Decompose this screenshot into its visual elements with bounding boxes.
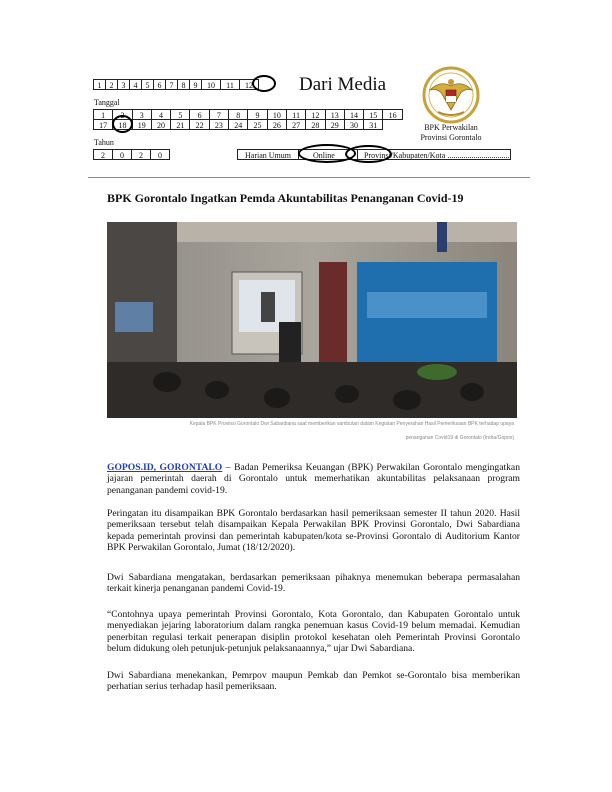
day-row2-cell: 18	[112, 119, 132, 130]
month-grid-cell: 1	[93, 79, 106, 90]
day-row2-cell: 27	[286, 119, 306, 130]
day-row1-cell: 10	[267, 109, 287, 120]
year-grid-cell: 2	[93, 149, 113, 160]
day-row1-cell: 1	[93, 109, 113, 120]
day-row2-cell: 30	[344, 119, 364, 130]
day-row2-cell: 31	[363, 119, 383, 130]
day-18-circle	[112, 115, 133, 133]
day-row1-cell: 14	[344, 109, 364, 120]
source-link[interactable]: GOPOS.ID, GORONTALO	[107, 462, 223, 473]
logo-line1: BPK Perwakilan	[424, 123, 478, 132]
month-grid-cell: 2	[105, 79, 118, 90]
year-grid-cell: 2	[131, 149, 151, 160]
month-grid	[94, 79, 259, 90]
day-row2-cell: 22	[189, 119, 209, 130]
tahun-label: Tahun	[94, 138, 114, 147]
photo-caption-line1: Kepala BPK Provinsi Gorontalo Dwi Sabardiana saat memberikan sambutan dalam Kegiatan Penyerahan Hasil Pemeriksaan BPK terhadap upaya	[189, 421, 514, 427]
bpk-garuda-logo-icon	[420, 66, 482, 124]
day-row2-cell: 24	[228, 119, 248, 130]
month-grid-cell: 7	[165, 79, 178, 90]
day-row1-cell: 2	[112, 109, 132, 120]
media-harian-umum: Harian Umum	[237, 149, 299, 160]
photo-caption-line2: penanganan Covid19 di Gorontalo (Indra/Gopos)	[405, 435, 514, 441]
day-grid-row2	[94, 119, 383, 130]
day-row2-cell: 17	[93, 119, 113, 130]
day-row1-cell: 9	[247, 109, 267, 120]
article-headline: BPK Gorontalo Ingatkan Pemda Akuntabilitas Penanganan Covid-19	[107, 191, 464, 205]
day-row2-cell: 26	[267, 119, 287, 130]
paragraph-1	[107, 462, 520, 496]
day-row1-cell: 6	[189, 109, 209, 120]
article-photo	[107, 222, 517, 418]
year-grid-cell: 0	[112, 149, 132, 160]
tanggal-label: Tanggal	[94, 98, 120, 107]
day-row2-cell: 20	[151, 119, 171, 130]
logo-label	[418, 123, 484, 143]
day-row1-cell: 4	[151, 109, 171, 120]
day-row1-cell: 3	[132, 109, 152, 120]
month-grid-cell: 4	[129, 79, 142, 90]
day-row1-cell: 11	[286, 109, 306, 120]
paragraph-3: Dwi Sabardiana mengatakan, berdasarkan pemeriksaan pihaknya menemukan beberapa permasalahan terkait kinerja penanganan pandemi Covid-19.	[107, 572, 520, 595]
paragraph-4: “Contohnya upaya pemerintah Provinsi Gorontalo, Kota Gorontalo, dan Kabupaten Gorontalo untuk menyediakan jejaring laboratorium dalam rangka penemuan kasus Covid-19 belum memadai. Kemudian penerbitan regulasi terkait penerapan disiplin protokol kesehatan oleh Pemerintah Provinsi Gorontalo belum didukung oleh petunjuk-petunjuk pelaksanaannya,” ujar Dwi Sabardiana.	[107, 609, 520, 654]
day-row1-cell: 12	[305, 109, 325, 120]
month-grid-cell: 10	[201, 79, 221, 90]
header-divider	[88, 177, 530, 178]
month-grid-cell: 3	[117, 79, 130, 90]
month-grid-cell: 11	[220, 79, 240, 90]
paragraph-2: Peringatan itu disampaikan BPK Gorontalo berdasarkan hasil pemeriksaan semester II tahun 2020. Hasil pemeriksaan tersebut telah disampaikan Kepala Perwakilan BPK Provinsi Gorontalo, Dwi Sabardiana kepada pemerintah provinsi dan pemerintah kabupaten/kota se-Provinsi Gorontalo di Auditorium Kantor BPK Perwakilan Gorontalo, Jumat (18/12/2020).	[107, 508, 520, 553]
day-row2-cell: 23	[209, 119, 229, 130]
day-row1-cell: 16	[382, 109, 402, 120]
media-online: Online	[298, 149, 358, 160]
day-row2-cell: 21	[170, 119, 190, 130]
provinsi-circle	[345, 145, 392, 163]
page-title: Dari Media	[299, 74, 387, 95]
day-row2-cell: 28	[305, 119, 325, 130]
month-grid-cell: 5	[141, 79, 154, 90]
logo-line2: Provinsi Gorontalo	[420, 133, 482, 142]
day-row1-cell: 5	[170, 109, 190, 120]
day-row2-cell: 19	[132, 119, 152, 130]
day-row2-cell: 29	[325, 119, 345, 130]
paragraph-5: Dwi Sabardiana menekankan, Pemrpov maupun Pemkab dan Pemkot se-Gorontalo bisa memberikan perhatian serius terhadap hasil pemeriksaan.	[107, 670, 520, 693]
month-grid-cell: 8	[177, 79, 190, 90]
month-grid-cell: 9	[189, 79, 202, 90]
day-row1-cell: 7	[209, 109, 229, 120]
year-grid	[94, 149, 170, 160]
year-grid-cell: 0	[150, 149, 170, 160]
month-grid-cell: 12	[239, 79, 259, 90]
day-row2-cell: 25	[247, 119, 267, 130]
month-grid-cell: 6	[153, 79, 166, 90]
paragraph-1-text: – Badan Pemeriksa Keuangan (BPK) Perwakilan Gorontalo mengingatkan jajaran pemerintah daerah di Gorontalo untuk memerhatikan akuntabilitas pelaksanaan program penanganan pandemi covid-19.	[107, 462, 520, 496]
media-provinsi: Provinsi/Kabupaten/Kota ...............................	[357, 149, 511, 160]
month-12-circle	[252, 75, 276, 92]
day-row1-cell: 13	[325, 109, 345, 120]
day-row1-cell: 8	[228, 109, 248, 120]
day-row1-cell: 15	[363, 109, 383, 120]
